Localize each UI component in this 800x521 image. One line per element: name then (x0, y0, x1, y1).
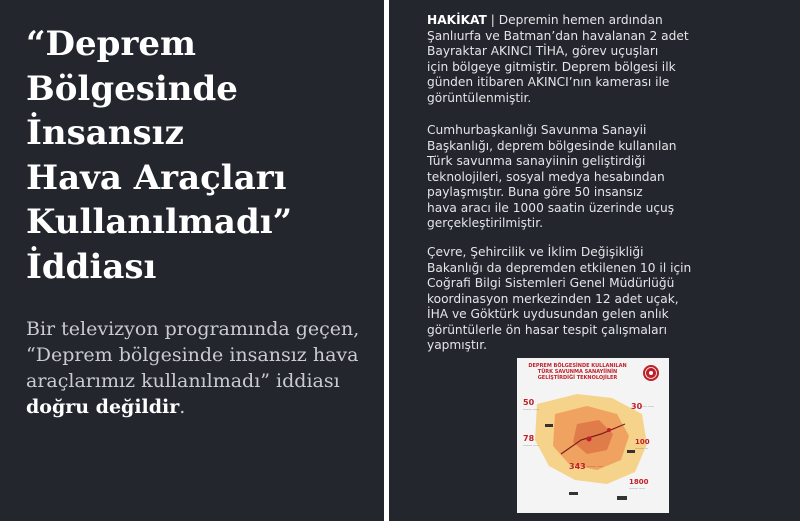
stat-number: 78 (523, 434, 535, 443)
stat-number: 30 (631, 402, 643, 411)
headline-line: Hava Araçları (26, 157, 287, 198)
paragraph-line (427, 13, 727, 29)
headline-line: İnsansız (26, 113, 184, 153)
headline-line: Kullanılmadı” (26, 202, 293, 242)
infographic-image (517, 358, 669, 513)
infographic-title-line: DEPREM BÖLGESİNDE KULLANILAN (528, 363, 627, 369)
verdict-text: doğru değildir (26, 396, 180, 418)
drone-marker (627, 450, 635, 453)
stat-caption: ——— —— (523, 407, 539, 411)
paragraph-line: yapmıştır. (427, 338, 487, 352)
paragraph-3 (427, 245, 727, 354)
drone-marker (617, 496, 627, 500)
headline-line: İddiası (26, 246, 157, 287)
emblem-icon (642, 364, 660, 382)
paragraph-line: koordinasyon merkezinden 12 adet uçak, (427, 291, 679, 306)
paragraph-line: hava aracı ile 1000 saatin üzerinde uçuş (427, 200, 675, 215)
hakikat-label: HAKİKAT (427, 13, 487, 27)
stat-number: 1800 (629, 478, 649, 486)
stat-caption: ——— —— (629, 486, 645, 490)
stat-caption: —— —— (641, 404, 654, 408)
paragraph-line: günden itibaren AKINCI’nın kamerası ile (427, 75, 670, 89)
headline-line: Bölgesinde (26, 68, 238, 109)
intro-line: araçlarımız kullanılmadı” iddiası (26, 370, 340, 392)
infographic-title (525, 363, 630, 381)
paragraph-line: teknolojileri, sosyal medya hesabından (427, 169, 665, 184)
paragraph-line: Coğrafi Bilgi Sistemleri Genel Müdürlüğü (427, 276, 675, 290)
stat-number: 343 (569, 462, 586, 471)
headline (26, 22, 292, 289)
paragraph-line: için bölgeye gitmiştir. Deprem bölgesi ilk (427, 59, 676, 74)
epicenter-marker (607, 428, 611, 432)
paragraph-line: Türk savunma sanayiinin geliştirdiği (427, 154, 646, 168)
paragraph-line: Başkanlığı, deprem bölgesinde kullanılan (427, 138, 677, 153)
paragraph-line: Cumhurbaşkanlığı Savunma Sanayii (427, 123, 647, 137)
drone-marker (545, 424, 553, 427)
left-panel (0, 0, 384, 521)
intro-text (26, 316, 376, 420)
paragraph-1 (427, 13, 727, 106)
intro-line (26, 394, 376, 420)
intro-line: “Deprem bölgesinde insansız hava (26, 344, 359, 366)
paragraph-line: Bayraktar AKINCI TİHA, görev uçuşları (427, 44, 659, 58)
paragraph-line: Çevre, Şehircilik ve İklim Değişikliği (427, 245, 644, 259)
paragraph-line: İHA ve Göktürk uydusundan gelen anlık (427, 307, 669, 321)
intro-line: Bir televizyon programında geçen, (26, 318, 360, 340)
paragraph-2 (427, 123, 727, 232)
stat-caption: ——— — (635, 446, 648, 450)
paragraph-line: gerçekleştirilmiştir. (427, 216, 543, 230)
paragraph-line: paylaşmıştır. Buna göre 50 insansız (427, 185, 643, 199)
infographic-title-line: GELİŞTİRDİĞİ TEKNOLOJİLER (537, 375, 618, 381)
paragraph-line: Bakanlığı da depremden etkilenen 10 il için (427, 260, 692, 275)
stat-caption: ——— —— (523, 443, 539, 447)
paragraph-line: Şanlıurfa ve Batman’dan havalanan 2 adet (427, 28, 689, 43)
infographic-title-line: TÜRK SAVUNMA SANAYİİNİN (537, 369, 618, 375)
stat-caption: ——— —— (587, 464, 603, 468)
drone-marker (569, 492, 578, 495)
epicenter-marker (587, 437, 592, 442)
intro-tail: . (179, 396, 186, 418)
paragraph-line: görüntülerle ön hasar tespit çalışmaları (427, 322, 668, 337)
stat-number: 50 (523, 398, 535, 407)
paragraph-line-text: Depremin hemen ardından (498, 13, 663, 27)
stat-number: 100 (635, 438, 650, 446)
headline-line: “Deprem (26, 24, 196, 64)
label-separator: | (486, 13, 499, 27)
paragraph-line: görüntülenmiştir. (427, 90, 532, 105)
